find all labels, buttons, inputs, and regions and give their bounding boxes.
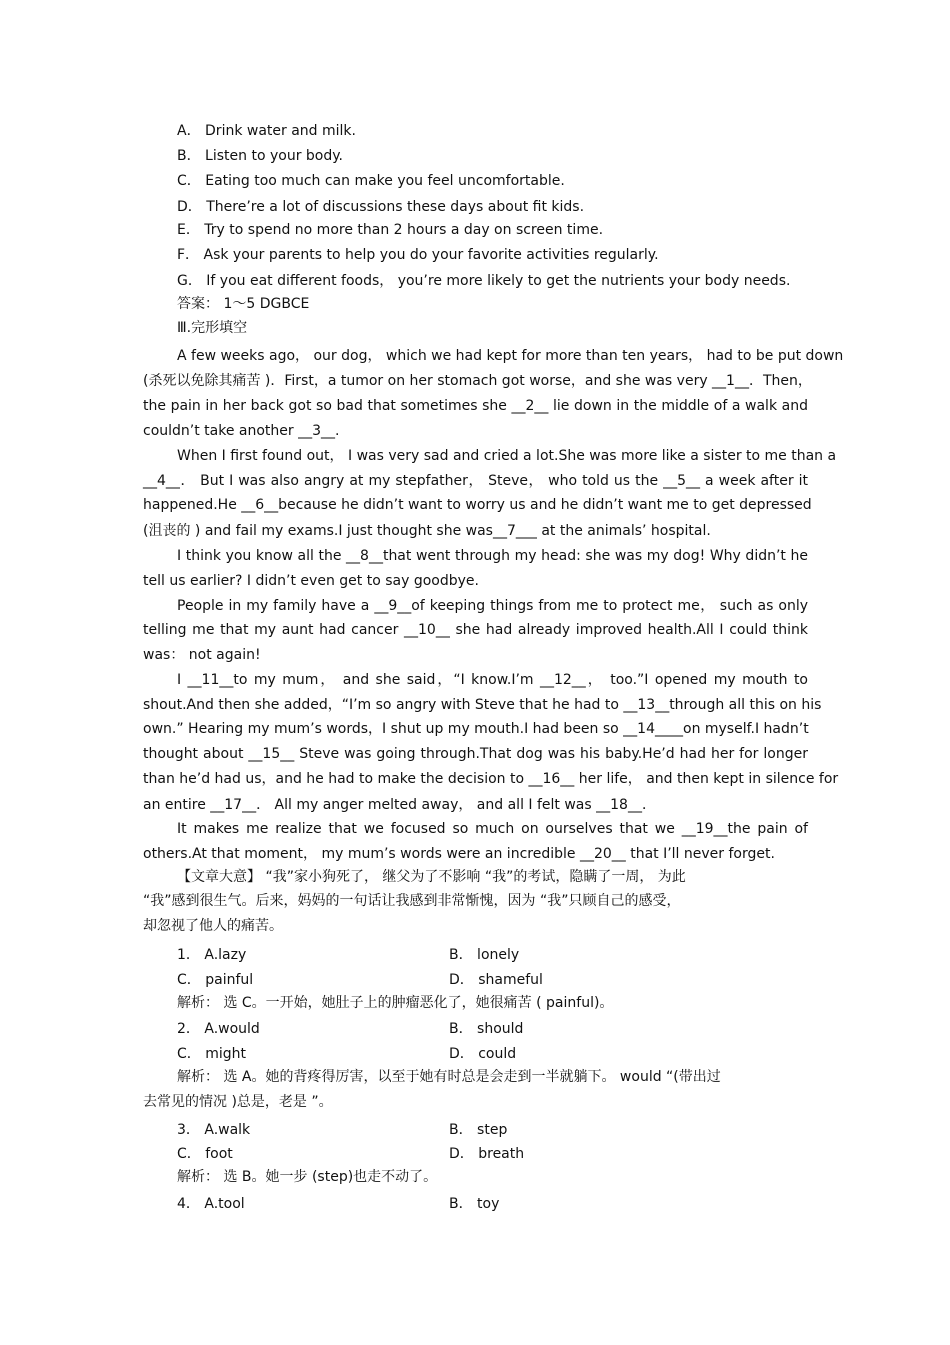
q1-option-d: D． shameful — [449, 972, 543, 988]
passage-line: couldn’t take another __3__. — [143, 423, 340, 439]
q3-explanation: 解析： 选 B。她一步 (step)也走不动了。 — [177, 1169, 438, 1185]
passage-line: I think you know all the __8__that went through my head: she was my dog! Why didn’t he — [177, 548, 808, 564]
q3-option-d: D． breath — [449, 1146, 525, 1162]
option-b: B． Listen to your body. — [177, 148, 343, 164]
q4-option-a: 4． A.tool — [177, 1196, 245, 1212]
passage-line: shout.And then she added，“I’m so angry with Steve that he had to __13__through all this on his — [143, 697, 822, 713]
passage-line: tell us earlier? I didn’t even get to say goodbye. — [143, 573, 479, 589]
section-title: Ⅲ.完形填空 — [177, 320, 248, 336]
passage-line: happened.He __6__because he didn’t want to worry us and he didn’t want me to get depressed — [143, 497, 812, 513]
passage-line: others.At that moment， my mum’s words were an incredible __20__ that I’ll never forget. — [143, 846, 775, 862]
passage-line: was： not again! — [143, 647, 261, 663]
passage-line: A few weeks ago， our dog， which we had kept for more than ten years， had to be put down — [177, 348, 844, 364]
q3-option-b: B． step — [449, 1122, 508, 1138]
q1-option-b: B． lonely — [449, 947, 520, 963]
q4-option-b: B． toy — [449, 1196, 500, 1212]
passage-line: It makes me realize that we focused so much on ourselves that we __19__the pain of — [177, 821, 808, 837]
passage-line: (沮丧的 ) and fail my exams.I just thought she was__7___ at the animals’ hospital. — [143, 523, 711, 539]
q2-option-a: 2． A.would — [177, 1021, 260, 1037]
answer-line: 答案： 1～5 DGBCE — [177, 296, 310, 312]
passage-line: an entire __17__． All my anger melted away， and all I felt was __18__． — [143, 797, 656, 813]
option-e: E． Try to spend no more than 2 hours a day on screen time. — [177, 222, 604, 238]
passage-line: __4__． But I was also angry at my stepfather， Steve， who told us the __5__ a week after it — [143, 473, 808, 489]
q2-option-c: C． might — [177, 1046, 247, 1062]
q2-option-d: D． could — [449, 1046, 517, 1062]
passage-line: (杀死以免除其痛苦 )．First，a tumor on her stomach got worse，and she was very __1__．Then， — [143, 373, 812, 389]
passage-line: telling me that my aunt had cancer __10__ she had already improved health.All I could think — [143, 622, 808, 638]
passage-line: thought about __15__ Steve was going through.That dog was his baby.He’d had her for longer — [143, 746, 808, 762]
summary-line: 【文章大意】 “我”家小狗死了， 继父为了不影响 “我”的考试，隐瞒了一周， 为此 — [177, 869, 686, 885]
q1-option-a: 1． A.lazy — [177, 947, 247, 963]
passage-line: I __11__to my mum， and she said，“I know.I’m __12__， too.”I opened my mouth to — [177, 672, 808, 688]
option-d: D． There’re a lot of discussions these days about fit kids. — [177, 199, 585, 215]
q2-explanation-cont: 去常见的情况 )总是，老是 ”。 — [143, 1094, 333, 1110]
passage-line: own.” Hearing my mum’s words，I shut up my mouth.I had been so __14____on myself.I hadn’t — [143, 721, 809, 737]
passage-line: When I first found out， I was very sad and cried a lot.She was more like a sister to me than a — [177, 448, 837, 464]
option-g: G． If you eat different foods， you’re more likely to get the nutrients your body needs. — [177, 273, 791, 289]
passage-line: the pain in her back got so bad that sometimes she __2__ lie down in the middle of a walk and — [143, 398, 808, 414]
option-a: A． Drink water and milk. — [177, 123, 356, 139]
passage-line: than he’d had us，and he had to make the decision to __16__ her life， and then kept in silence for — [143, 771, 839, 787]
q2-explanation: 解析： 选 A。她的背疼得厉害，以至于她有时总是会走到一半就躺下。 would “(带出过 — [177, 1069, 721, 1085]
option-c: C． Eating too much can make you feel uncomfortable. — [177, 173, 565, 189]
summary-line: “我”感到很生气。后来，妈妈的一句话让我感到非常惭愧，因为 “我”只顾自己的感受， — [143, 893, 681, 909]
q3-option-c: C． foot — [177, 1146, 233, 1162]
passage-line: People in my family have a __9__of keeping things from me to protect me， such as only — [177, 598, 808, 614]
option-f: F． Ask your parents to help you do your favorite activities regularly. — [177, 247, 659, 263]
q3-option-a: 3． A.walk — [177, 1122, 251, 1138]
q1-option-c: C． painful — [177, 972, 254, 988]
q1-explanation: 解析： 选 C。一开始，她肚子上的肿瘤恶化了，她很痛苦 ( painful)。 — [177, 995, 614, 1011]
summary-line: 却忽视了他人的痛苦。 — [143, 918, 283, 934]
q2-option-b: B． should — [449, 1021, 524, 1037]
